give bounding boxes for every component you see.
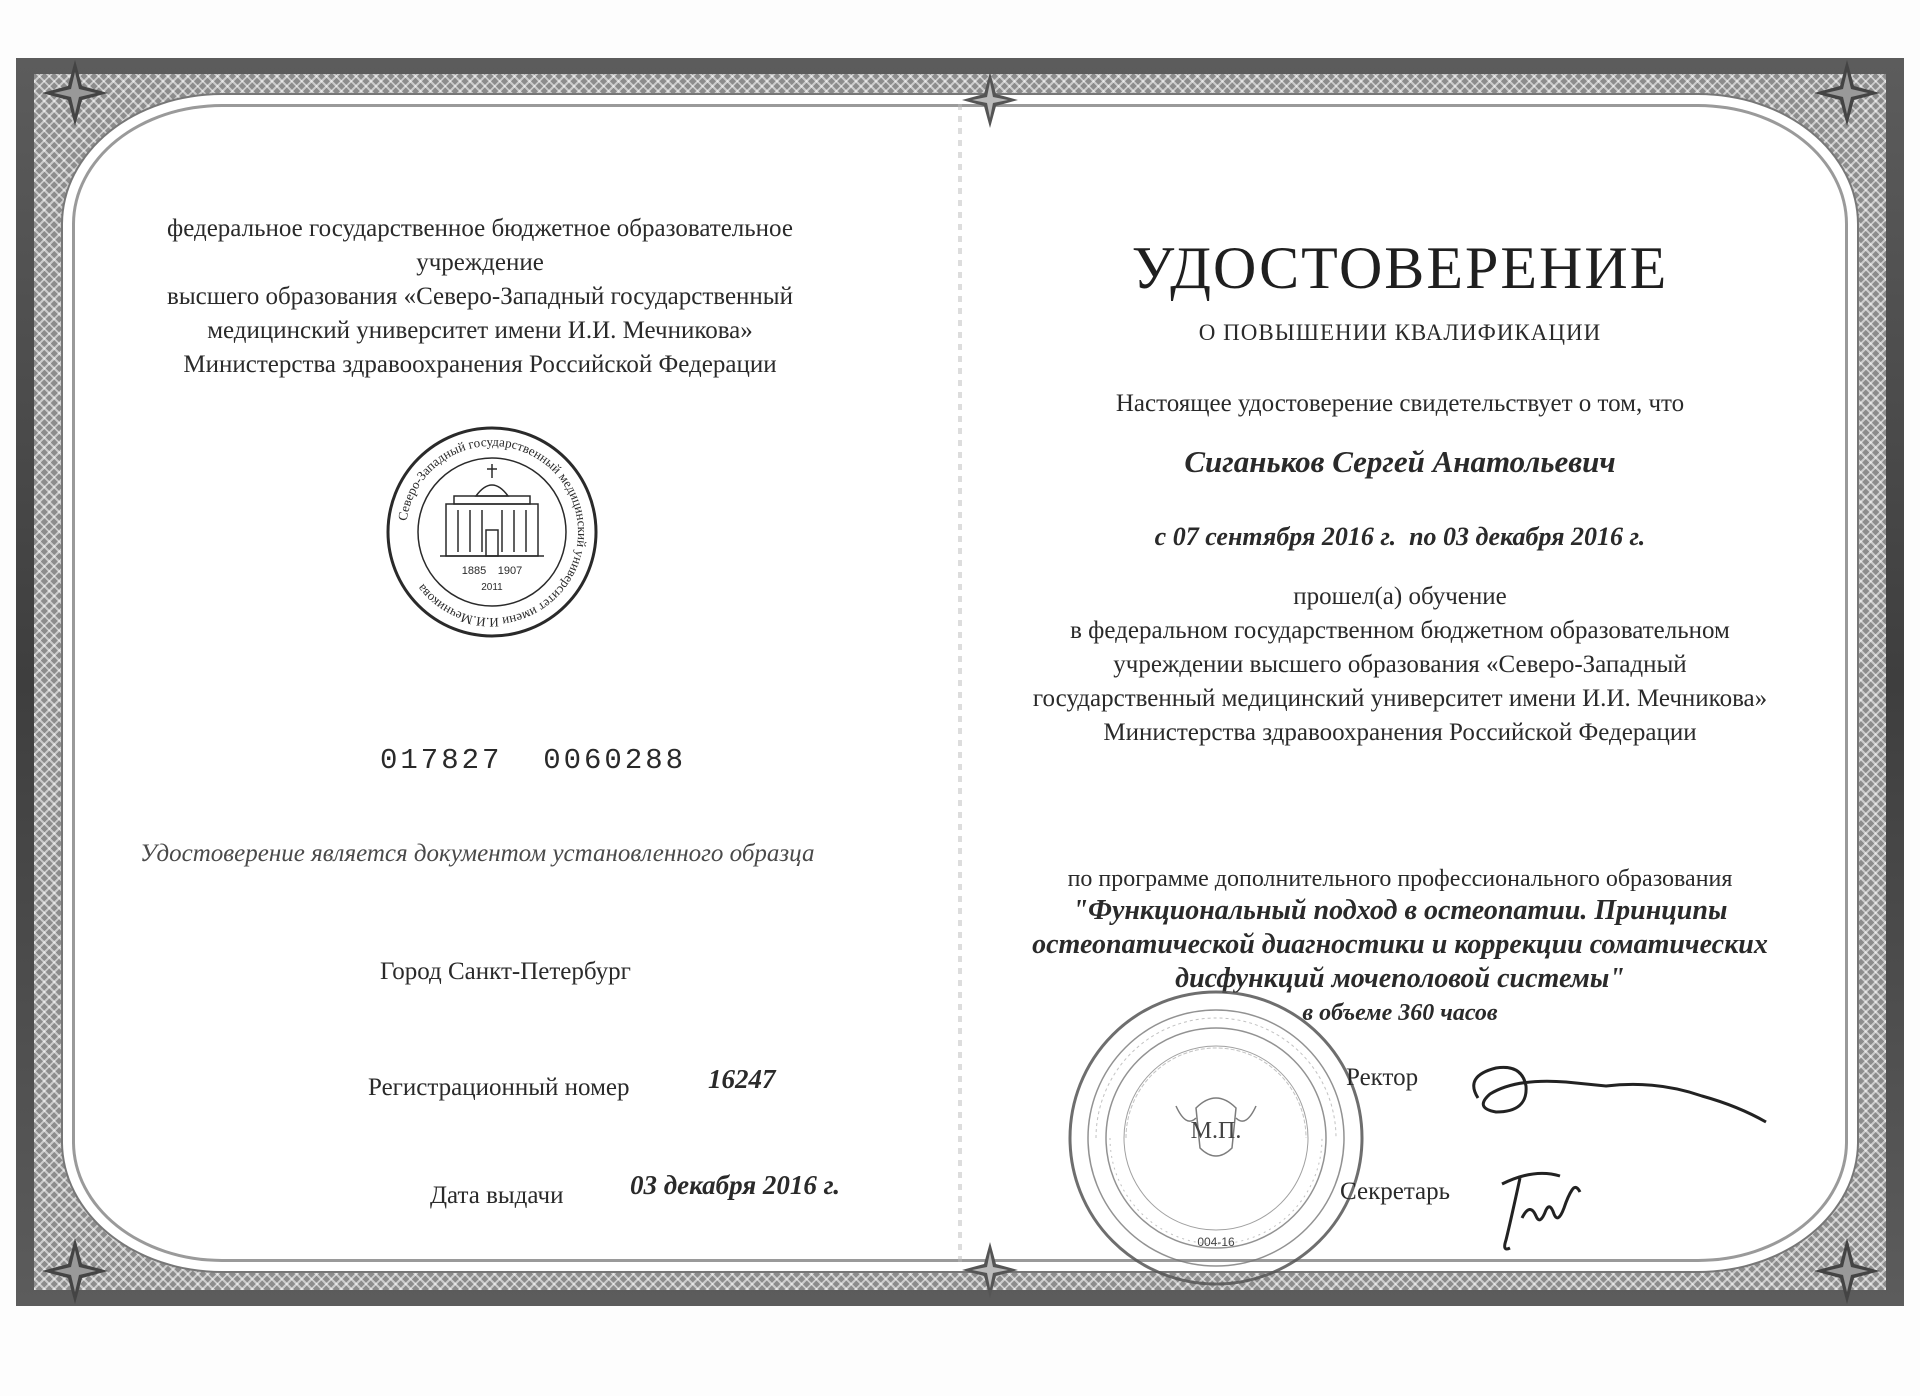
university-emblem [384, 424, 600, 640]
holder-name: Сиганьков Сергей Анатольевич [1184, 444, 1616, 479]
official-stamp [1066, 988, 1366, 1288]
center-fold [958, 104, 962, 1262]
corner-ornament-icon [40, 1236, 110, 1306]
study-period: с 07 сентября 2016 г. по 03 декабря 2016 г. [1154, 522, 1646, 551]
corner-ornament-icon [1812, 1236, 1882, 1306]
center-ornament-icon [960, 1240, 1020, 1300]
legal-note: Удостоверение является документом установленного образца [140, 840, 815, 867]
study-block [980, 580, 1820, 750]
city-label: Город Санкт-Петербург [380, 958, 631, 985]
issuer-line: Министерства здравоохранения Российской Федерации [183, 351, 777, 378]
emblem-ring-text: Северо-Западный государственный медицинский университет имени И.И.Мечникова [394, 433, 591, 631]
study-line: прошел(а) обучение [1293, 583, 1507, 610]
certificate-title: УДОСТОВЕРЕНИЕ [1131, 235, 1669, 301]
program-line: дисфункций мочеполовой системы" [1175, 963, 1625, 994]
study-line: в федеральном государственном бюджетном образовательном [1070, 617, 1730, 644]
program-title [960, 894, 1840, 996]
issuer-line: медицинский университет имени И.И. Мечникова» [207, 317, 753, 344]
issuer-block [120, 212, 840, 382]
study-line: государственный медицинский университет имени И.И. Мечникова» [1032, 685, 1768, 712]
registration-label: Регистрационный номер [368, 1074, 630, 1101]
emblem-year: 1907 [497, 565, 523, 577]
issuer-line: федеральное государственное бюджетное образовательное учреждение [167, 215, 793, 276]
program-line: остеопатической диагностики и коррекции соматических [1032, 929, 1768, 960]
certificate-subtitle: О ПОВЫШЕНИИ КВАЛИФИКАЦИИ [1198, 320, 1602, 345]
program-line: "Функциональный подход в остеопатии. Принципы [1072, 895, 1728, 926]
emblem-year: 1885 [461, 565, 487, 577]
issue-date: 03 декабря 2016 г. [630, 1170, 841, 1200]
certifies-text: Настоящее удостоверение свидетельствует о том, что [1115, 390, 1685, 417]
rector-label: Ректор [1346, 1064, 1419, 1091]
program-volume: в объеме 360 часов [1302, 1000, 1498, 1026]
serial-number: 017827 0060288 [380, 744, 687, 777]
stamp-center-text: М.П. [1190, 1118, 1242, 1144]
study-line: Министерства здравоохранения Российской Федерации [1103, 719, 1697, 746]
corner-ornament-icon [1812, 58, 1882, 128]
program-intro: по программе дополнительного профессионального образования [1067, 866, 1733, 892]
registration-number: 16247 [708, 1064, 776, 1094]
secretary-label: Секретарь [1340, 1178, 1451, 1205]
center-ornament-icon [960, 70, 1020, 130]
secretary-signature [1480, 1148, 1600, 1268]
rector-signature [1456, 1056, 1776, 1136]
stamp-code: 004-16 [1197, 1235, 1235, 1249]
issue-date-label: Дата выдачи [430, 1182, 564, 1209]
emblem-year: 2011 [481, 582, 503, 593]
corner-ornament-icon [40, 58, 110, 128]
issuer-line: высшего образования «Северо-Западный государственный [167, 283, 793, 310]
study-line: учреждении высшего образования «Северо-Западный [1113, 651, 1687, 678]
